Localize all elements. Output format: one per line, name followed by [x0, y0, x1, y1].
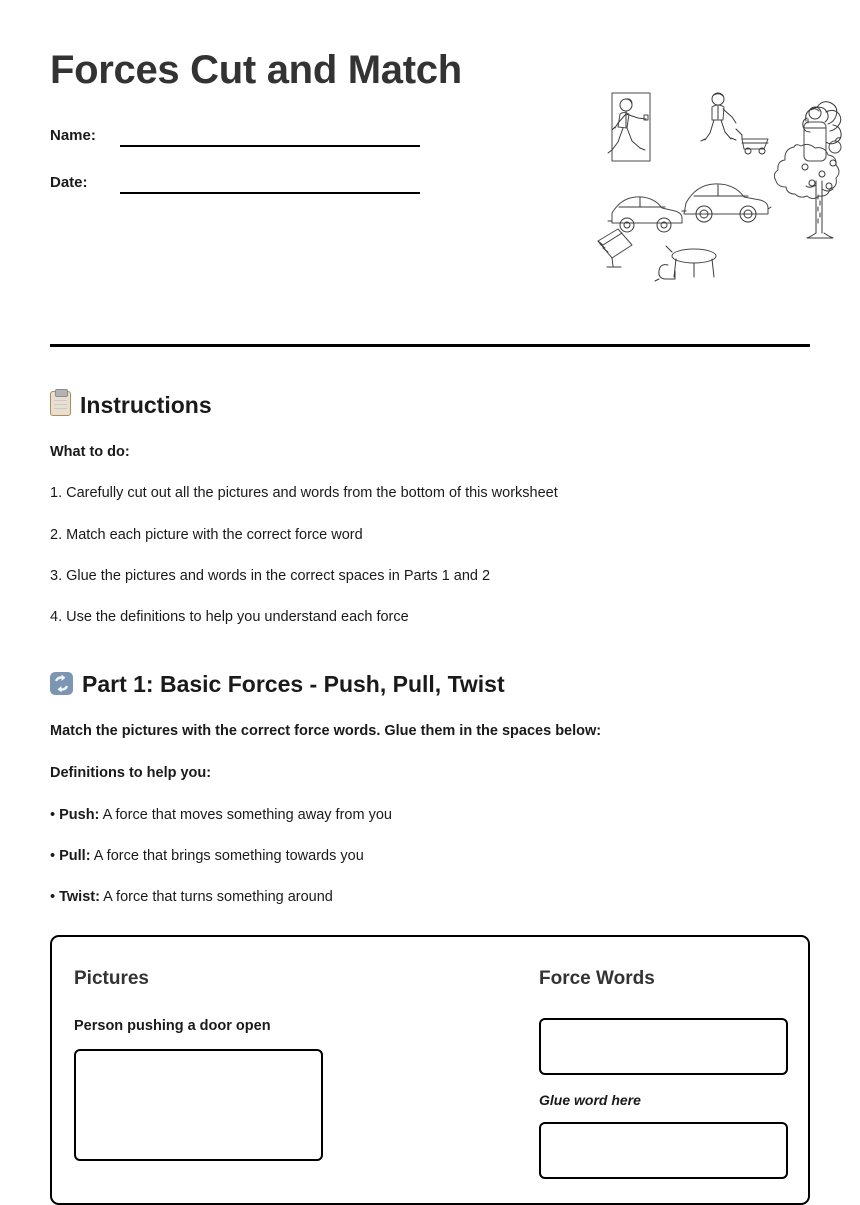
forces-illustration-collage: [590, 85, 860, 285]
instructions-heading: [50, 391, 810, 420]
clipboard-icon: [50, 391, 71, 420]
definition-pull-bullet: •: [50, 847, 60, 864]
refresh-icon: [50, 672, 73, 699]
person-pushing-door-figure: [608, 93, 650, 161]
definition-push-text: A force that moves something away from you: [99, 806, 392, 823]
instruction-step-4: 4. Use the definitions to help you understand each force: [50, 609, 409, 626]
name-input-line[interactable]: [120, 145, 420, 147]
page-title: Forces Cut and Match: [50, 48, 462, 92]
person-pulling-wagon-figure: [701, 93, 768, 154]
definition-twist-text: A force that turns something around: [99, 889, 333, 906]
word-glue-box-2[interactable]: [539, 1122, 788, 1179]
force-words-column: [539, 969, 788, 1179]
hand-twisting-spray-can-figure: [803, 102, 841, 161]
definitions-lead: Definitions to help you:: [50, 765, 212, 782]
picture-glue-box[interactable]: [74, 1049, 323, 1161]
picture-item-label: Person pushing a door open: [74, 1017, 271, 1034]
instruction-step-2: 2. Match each picture with the correct force word: [50, 526, 363, 543]
falling-book-figure: [598, 229, 632, 267]
force-words-column-heading: Force Words: [539, 967, 655, 989]
instructions-lead: What to do:: [50, 444, 130, 460]
definition-pull: [50, 846, 810, 866]
definition-push: [50, 805, 810, 825]
header-divider: [50, 344, 810, 347]
definition-push-term: Push:: [59, 806, 100, 823]
header-zone: [50, 0, 810, 300]
definition-pull-text: A force that brings something towards you: [90, 847, 364, 864]
picture-item: [74, 1018, 539, 1161]
car-large-figure: [682, 184, 771, 222]
matching-card: [50, 935, 810, 1205]
definition-twist-term: Twist:: [59, 889, 100, 906]
definition-twist: [50, 887, 810, 907]
part1-lead: Match the pictures with the correct force words. Glue them in the spaces below:: [50, 723, 602, 740]
part1-heading: [50, 671, 810, 699]
instructions-section: [50, 391, 810, 627]
word-glue-box-1[interactable]: [539, 1018, 788, 1075]
name-label: Name:: [50, 127, 96, 144]
definition-pull-term: Pull:: [59, 847, 91, 864]
part1-section: [50, 671, 810, 1204]
glue-word-hint: Glue word here: [539, 1091, 641, 1108]
apple-tree-figure: [774, 138, 841, 238]
pictures-column: [74, 969, 539, 1179]
date-input-line[interactable]: [120, 192, 420, 194]
definition-push-bullet: •: [50, 806, 60, 823]
instruction-step-1: 1. Carefully cut out all the pictures and words from the bottom of this worksheet: [50, 485, 558, 502]
instructions-heading-label: Instructions: [80, 391, 212, 418]
date-label: Date:: [50, 174, 88, 191]
definition-twist-bullet: •: [50, 889, 60, 906]
pictures-column-heading: Pictures: [74, 967, 149, 989]
car-small-figure: [608, 197, 682, 232]
instruction-step-3: 3. Glue the pictures and words in the correct spaces in Parts 1 and 2: [50, 567, 491, 584]
table-kicked-figure: [655, 246, 716, 281]
part1-heading-label: Part 1: Basic Forces - Push, Pull, Twist: [82, 671, 505, 698]
